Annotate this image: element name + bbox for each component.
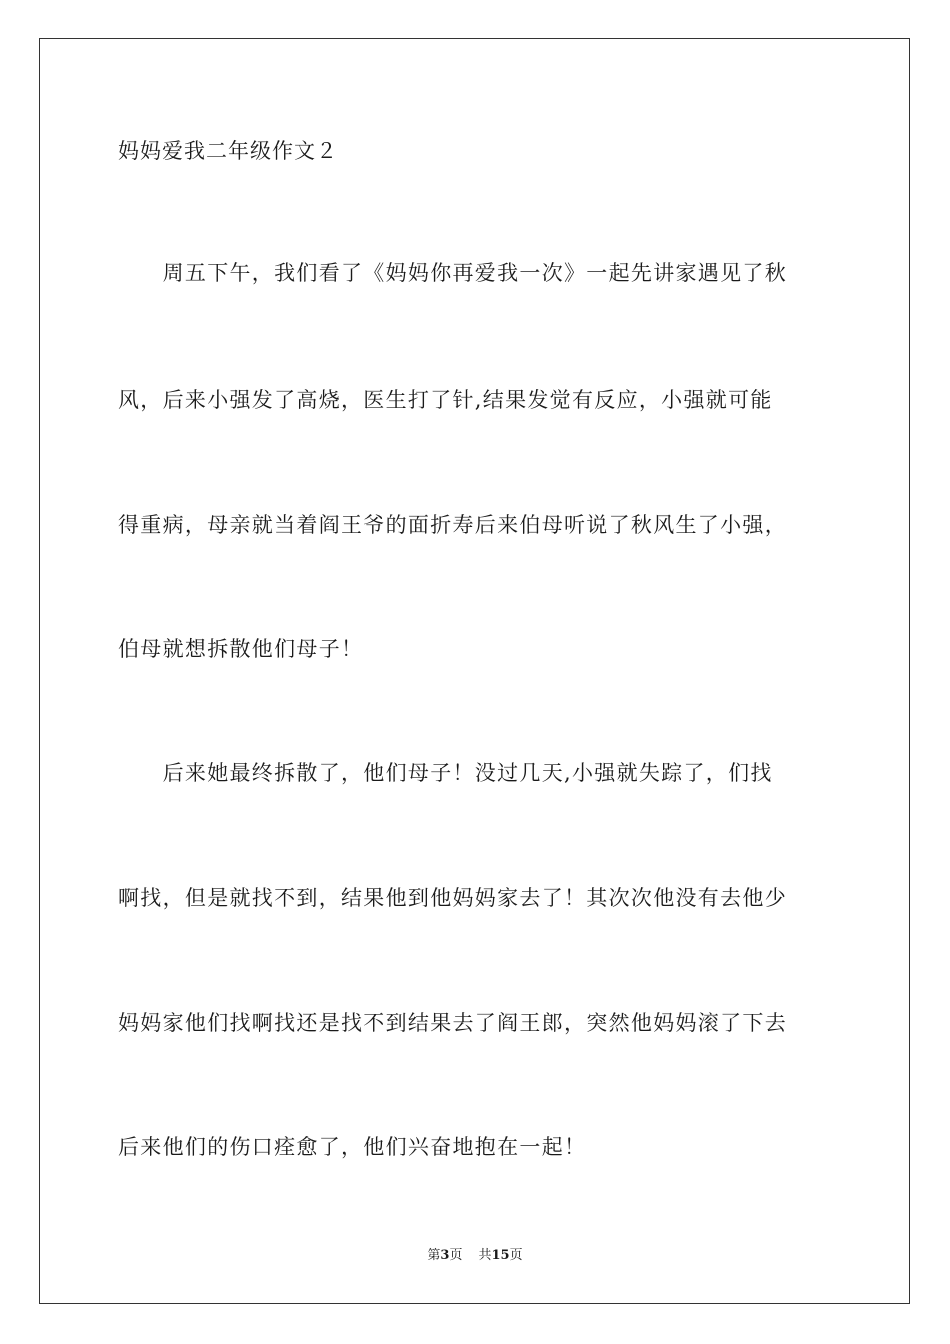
total-prefix: 共: [478, 1248, 492, 1263]
page-border: [39, 38, 910, 1304]
current-page-number: 3: [440, 1248, 450, 1263]
paragraph-1-line-2: 风，后来小强发了高烧，医生打了针,结果发觉有反应，小强就可能: [118, 388, 773, 412]
paragraph-1-line-1: 周五下午，我们看了《妈妈你再爱我一次》一起先讲家遇见了秋: [118, 261, 787, 285]
total-suffix: 页: [509, 1248, 523, 1263]
document-title: 妈妈爱我二年级作文２: [118, 139, 338, 163]
paragraph-2-line-1: 后来她最终拆散了，他们母子！没过几天,小强就失踪了，们找: [118, 761, 773, 785]
paragraph-2-line-4: 后来他们的伤口痊愈了，他们兴奋地抱在一起！: [118, 1135, 587, 1159]
page-prefix: 第: [427, 1248, 441, 1263]
paragraph-2-line-3: 妈妈家他们找啊找还是找不到结果去了阎王郎，突然他妈妈滚了下去: [118, 1011, 787, 1035]
total-page-count: 15: [491, 1248, 510, 1263]
paragraph-2-line-2: 啊找，但是就找不到，结果他到他妈妈家去了！其次次他没有去他少: [118, 886, 787, 910]
paragraph-1-line-3: 得重病，母亲就当着阎王爷的面折寿后来伯母听说了秋风生了小强，: [118, 513, 787, 537]
page-suffix: 页: [449, 1248, 463, 1263]
page-footer: [0, 1247, 950, 1265]
paragraph-1-line-4: 伯母就想拆散他们母子！: [118, 637, 364, 661]
